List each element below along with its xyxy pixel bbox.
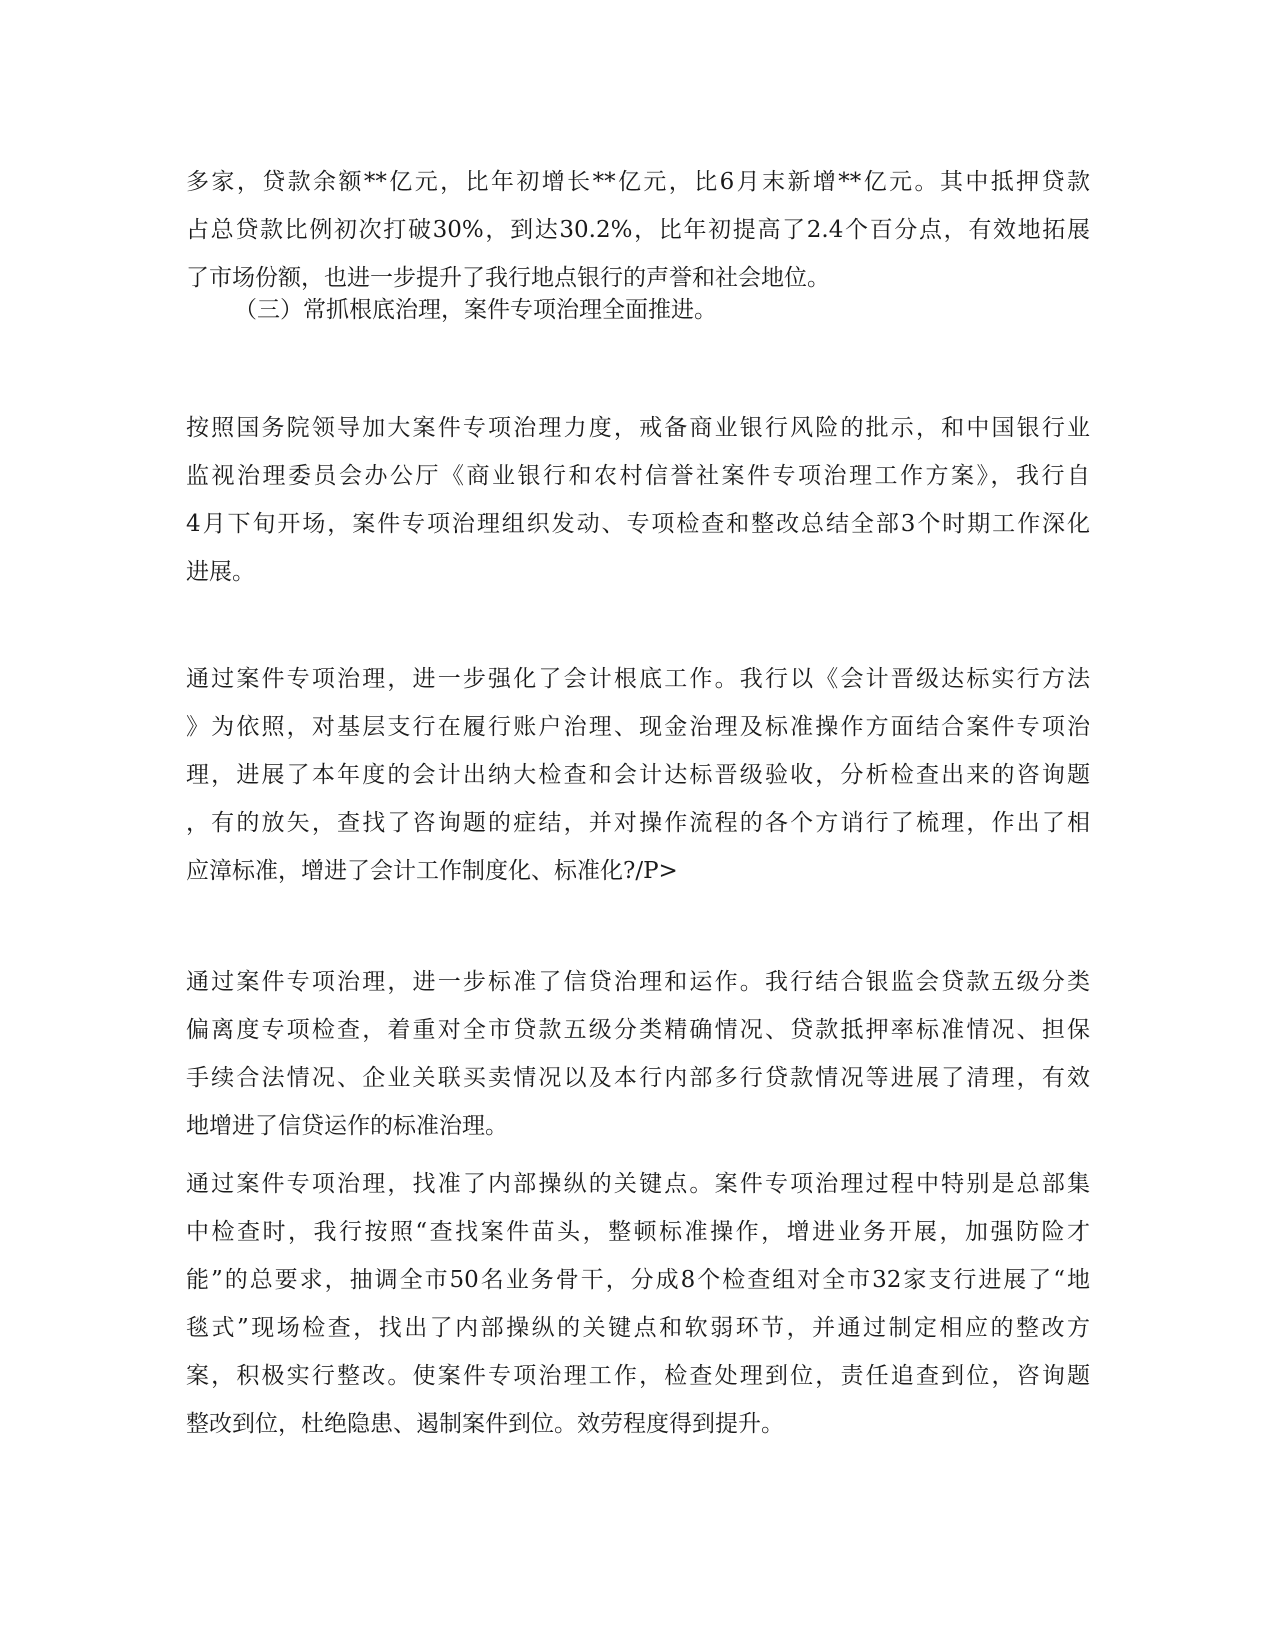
paragraph-loan-growth xyxy=(186,158,1090,302)
paragraph-credit-management xyxy=(186,958,1090,1150)
text-line: 了市场份额，也进一步提升了我行地点银行的声誉和社会地位。 xyxy=(186,265,830,291)
text-line: 案，积极实行整改。使案件专项治理工作，检查处理到位，责任追查到位，咨询题 xyxy=(186,1363,1090,1389)
text-line: 4月下旬开场，案件专项治理组织发动、专项检查和整改总结全部3个时期工作深化 xyxy=(186,511,1090,537)
text-line: 地增进了信贷运作的标准治理。 xyxy=(186,1113,508,1139)
text-line: 》为依照，对基层支行在履行账户治理、现金治理及标准操作方面结合案件专项治 xyxy=(186,714,1090,740)
text-line: 应漳标准，增进了会计工作制度化、标准化?/P> xyxy=(186,858,678,884)
section-heading: （三）常抓根底治理，案件专项治理全面推进。 xyxy=(234,297,717,323)
text-line: 通过案件专项治理，进一步标准了信贷治理和运作。我行结合银监会贷款五级分类 xyxy=(186,969,1090,995)
paragraph-accounting-foundation xyxy=(186,655,1090,895)
text-line: 毯式”现场检查，找出了内部操纵的关键点和软弱环节，并通过制定相应的整改方 xyxy=(186,1315,1090,1341)
text-line: 手续合法情况、企业关联买卖情况以及本行内部多行贷款情况等进展了清理，有效 xyxy=(186,1065,1090,1091)
text-line: 整改到位，杜绝隐患、遏制案件到位。效劳程度得到提升。 xyxy=(186,1411,784,1437)
text-line: 中检查时，我行按照“查找案件苗头，整顿标准操作，增进业务开展，加强防险才 xyxy=(186,1219,1090,1245)
text-line: 通过案件专项治理，进一步强化了会计根底工作。我行以《会计晋级达标实行方法 xyxy=(186,666,1090,692)
text-line: 监视治理委员会办公厅《商业银行和农村信誉社案件专项治理工作方案》，我行自 xyxy=(186,463,1090,489)
paragraph-internal-control xyxy=(186,1160,1090,1448)
text-line: 按照国务院领导加大案件专项治理力度，戒备商业银行风险的批示，和中国银行业 xyxy=(186,415,1090,441)
text-line: 占总贷款比例初次打破30%，到达30.2%，比年初提高了2.4个百分点，有效地拓展 xyxy=(186,217,1090,243)
text-line: 进展。 xyxy=(186,559,255,585)
text-line: 偏离度专项检查，着重对全市贷款五级分类精确情况、贷款抵押率标准情况、担保 xyxy=(186,1017,1090,1043)
text-line: 理，进展了本年度的会计出纳大检查和会计达标晋级验收，分析检查出来的咨询题 xyxy=(186,762,1090,788)
text-line: 通过案件专项治理，找准了内部操纵的关键点。案件专项治理过程中特别是总部集 xyxy=(186,1171,1090,1197)
text-line: ，有的放矢，查找了咨询题的症结，并对操作流程的各个方诮行了梳理，作出了相 xyxy=(186,810,1090,836)
text-line: 多家，贷款余额**亿元，比年初增长**亿元，比6月末新增**亿元。其中抵押贷款 xyxy=(186,169,1090,195)
paragraph-case-governance-intro xyxy=(186,404,1090,596)
text-line: 能”的总要求，抽调全市50名业务骨干，分成8个检查组对全市32家支行进展了“地 xyxy=(186,1267,1090,1293)
